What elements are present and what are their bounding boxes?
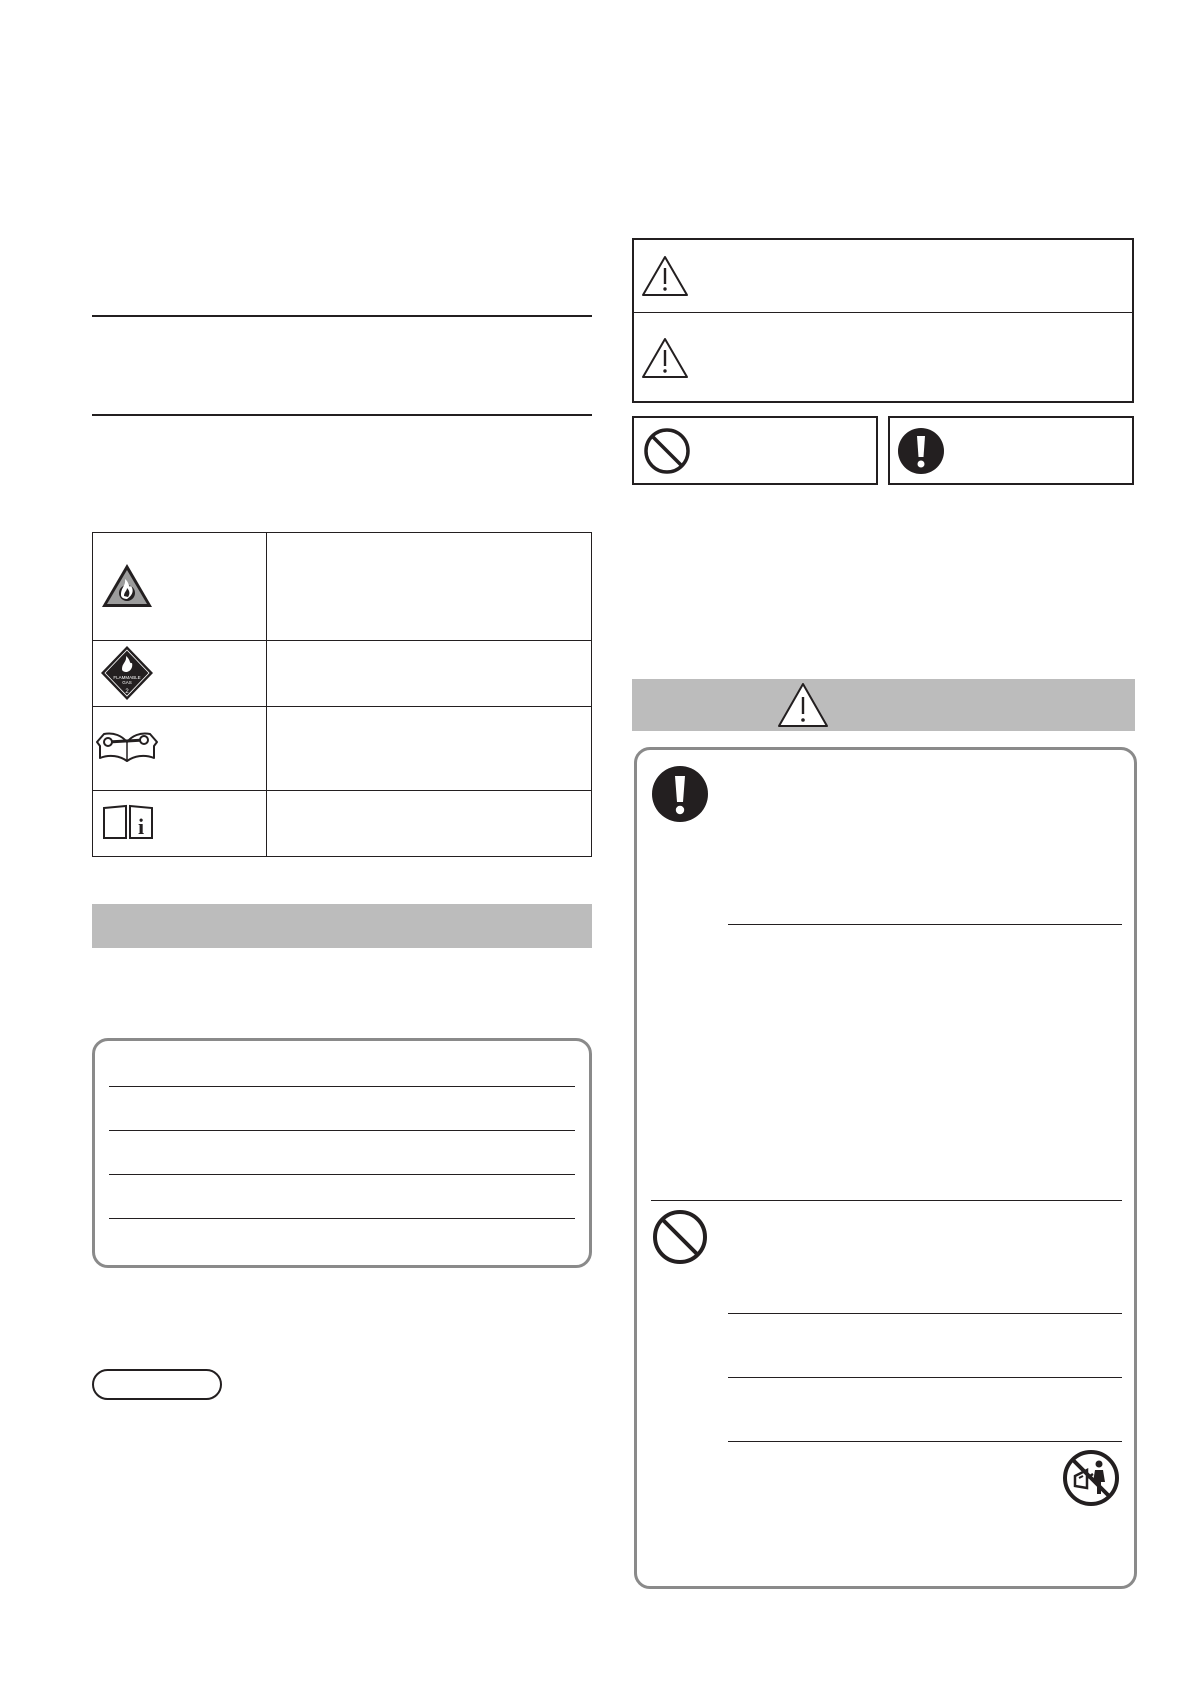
warning-header-bar: [632, 679, 1135, 731]
diamond-label-line1: FLAMMABLE: [113, 675, 141, 680]
warning-triangle-icon: [776, 681, 830, 729]
mandatory-legend-box: [888, 416, 1134, 485]
symbol-table: [92, 532, 592, 857]
service-manual-book-wrench-icon: [94, 728, 160, 766]
do-not-touch-prohibition-icon: [1061, 1448, 1121, 1508]
diamond-class-number: 2: [125, 689, 129, 695]
left-second-rule: [92, 414, 592, 416]
signal-word-legend: [632, 238, 1134, 403]
mandatory-exclamation-icon: [651, 765, 709, 823]
operation-manual-info-book-icon: [102, 804, 154, 840]
left-top-rule: [92, 315, 592, 317]
info-glyph: i: [137, 814, 145, 839]
mandatory-exclamation-icon: [896, 426, 946, 476]
diamond-label-line2: GAS: [122, 680, 132, 685]
warning-triangle-icon: [640, 254, 690, 298]
warning-instructions-panel: [634, 747, 1137, 1589]
note-pill-label: [92, 1369, 222, 1400]
caution-triangle-icon: [640, 336, 690, 380]
prohibition-circle-icon: [651, 1208, 709, 1266]
flammable-fire-triangle-icon: [100, 562, 154, 610]
ruled-text-box: [92, 1038, 592, 1268]
prohibition-circle-icon: [642, 426, 692, 476]
section-header-bar: [92, 904, 592, 948]
prohibited-legend-box: [632, 416, 878, 485]
flammable-gas-diamond-icon: [100, 645, 154, 701]
